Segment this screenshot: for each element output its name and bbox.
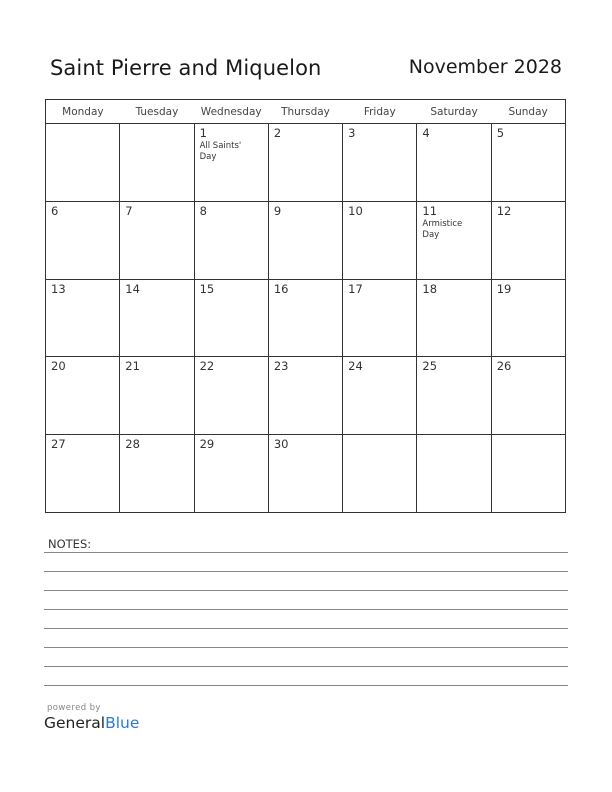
day-number: 1 (199, 126, 207, 140)
day-number: 24 (348, 359, 363, 374)
day-number: 16 (273, 281, 289, 296)
day-number: 22 (199, 359, 215, 374)
note-line (44, 647, 568, 648)
weekday-header-row (46, 100, 566, 124)
weekday-header: Sunday (491, 100, 565, 124)
weekday-header: Friday (343, 100, 417, 124)
day-number: 2 (273, 126, 282, 140)
calendar-day-cell (268, 435, 342, 513)
day-number: 10 (348, 203, 363, 218)
day-number: 13 (51, 281, 66, 296)
calendar-day-cell (343, 435, 417, 513)
note-line (44, 628, 568, 629)
calendar-day-cell (417, 435, 491, 513)
calendar-day-cell (120, 357, 194, 435)
calendar-day-cell (417, 124, 491, 202)
note-line (44, 552, 568, 553)
day-number: 20 (51, 359, 66, 374)
calendar-day-cell (268, 201, 342, 279)
calendar-day-cell (491, 279, 565, 357)
day-number: 17 (348, 281, 363, 296)
calendar-day-cell (120, 124, 194, 202)
calendar-day-cell (268, 279, 342, 357)
calendar-day-cell (194, 124, 268, 202)
calendar-day-cell (120, 435, 194, 513)
holiday-label: Armistice Day (422, 218, 463, 240)
calendar-day-cell (491, 357, 565, 435)
day-number: 27 (51, 437, 66, 452)
note-line (44, 685, 568, 686)
day-number: 29 (199, 437, 215, 452)
logo-general: General (44, 714, 106, 732)
logo-blue: Blue (105, 714, 140, 732)
weekday-header: Monday (46, 100, 120, 124)
day-number: 28 (125, 437, 140, 452)
calendar-day-cell (46, 435, 120, 513)
calendar-day-cell (120, 279, 194, 357)
weekday-header: Saturday (417, 100, 491, 124)
weekday-header: Wednesday (194, 100, 268, 124)
generalblue-logo (44, 714, 139, 732)
day-number: 4 (422, 126, 430, 140)
calendar-day-cell (46, 279, 120, 357)
calendar-day-cell (46, 357, 120, 435)
day-number: 11 (422, 203, 438, 218)
holiday-label: All Saints' Day (199, 141, 242, 162)
calendar-day-cell (343, 201, 417, 279)
calendar-day-cell (417, 201, 491, 279)
calendar-week-row (46, 357, 566, 435)
weekday-header: Tuesday (120, 100, 194, 124)
brand-footer (44, 703, 139, 732)
calendar-week-row (46, 124, 566, 202)
notes-label: NOTES: (48, 537, 92, 551)
day-number: 6 (51, 203, 59, 218)
calendar-day-cell (46, 201, 120, 279)
calendar-day-cell (194, 435, 268, 513)
day-number: 12 (496, 203, 512, 218)
day-number: 15 (199, 281, 215, 296)
calendar-day-cell (491, 124, 565, 202)
calendar-week-row (46, 201, 566, 279)
calendar-day-cell (268, 357, 342, 435)
day-number: 9 (273, 203, 282, 218)
calendar-day-cell (417, 357, 491, 435)
day-number: 19 (496, 281, 512, 296)
calendar-day-cell (194, 279, 268, 357)
calendar-weeks (46, 124, 566, 513)
day-number: 5 (496, 126, 505, 140)
day-number: 14 (125, 281, 140, 296)
calendar-day-cell (343, 124, 417, 202)
calendar-week-row (46, 435, 566, 513)
day-number: 3 (348, 126, 356, 140)
calendar-day-cell (194, 201, 268, 279)
calendar-day-cell (343, 357, 417, 435)
day-number: 30 (273, 437, 289, 452)
note-line (44, 609, 568, 610)
calendar-week-row (46, 279, 566, 357)
day-number: 21 (125, 359, 140, 374)
day-number: 26 (496, 359, 512, 374)
calendar-day-cell (194, 357, 268, 435)
powered-by-text: powered by (47, 703, 101, 713)
note-line (44, 571, 568, 572)
note-line (44, 590, 568, 591)
day-number: 23 (273, 359, 289, 374)
note-line (44, 666, 568, 667)
day-number: 8 (199, 203, 207, 218)
calendar-day-cell (491, 435, 565, 513)
calendar-month-title: November 2028 (408, 56, 562, 78)
calendar-day-cell (491, 201, 565, 279)
calendar-day-cell (268, 124, 342, 202)
day-number: 25 (422, 359, 438, 374)
calendar-grid (45, 99, 566, 513)
calendar-day-cell (46, 124, 120, 202)
calendar-day-cell (120, 201, 194, 279)
calendar-day-cell (417, 279, 491, 357)
calendar-country-title: Saint Pierre and Miquelon (50, 56, 322, 80)
weekday-header: Thursday (268, 100, 342, 124)
day-number: 7 (125, 203, 133, 218)
calendar-day-cell (343, 279, 417, 357)
day-number: 18 (422, 281, 438, 296)
